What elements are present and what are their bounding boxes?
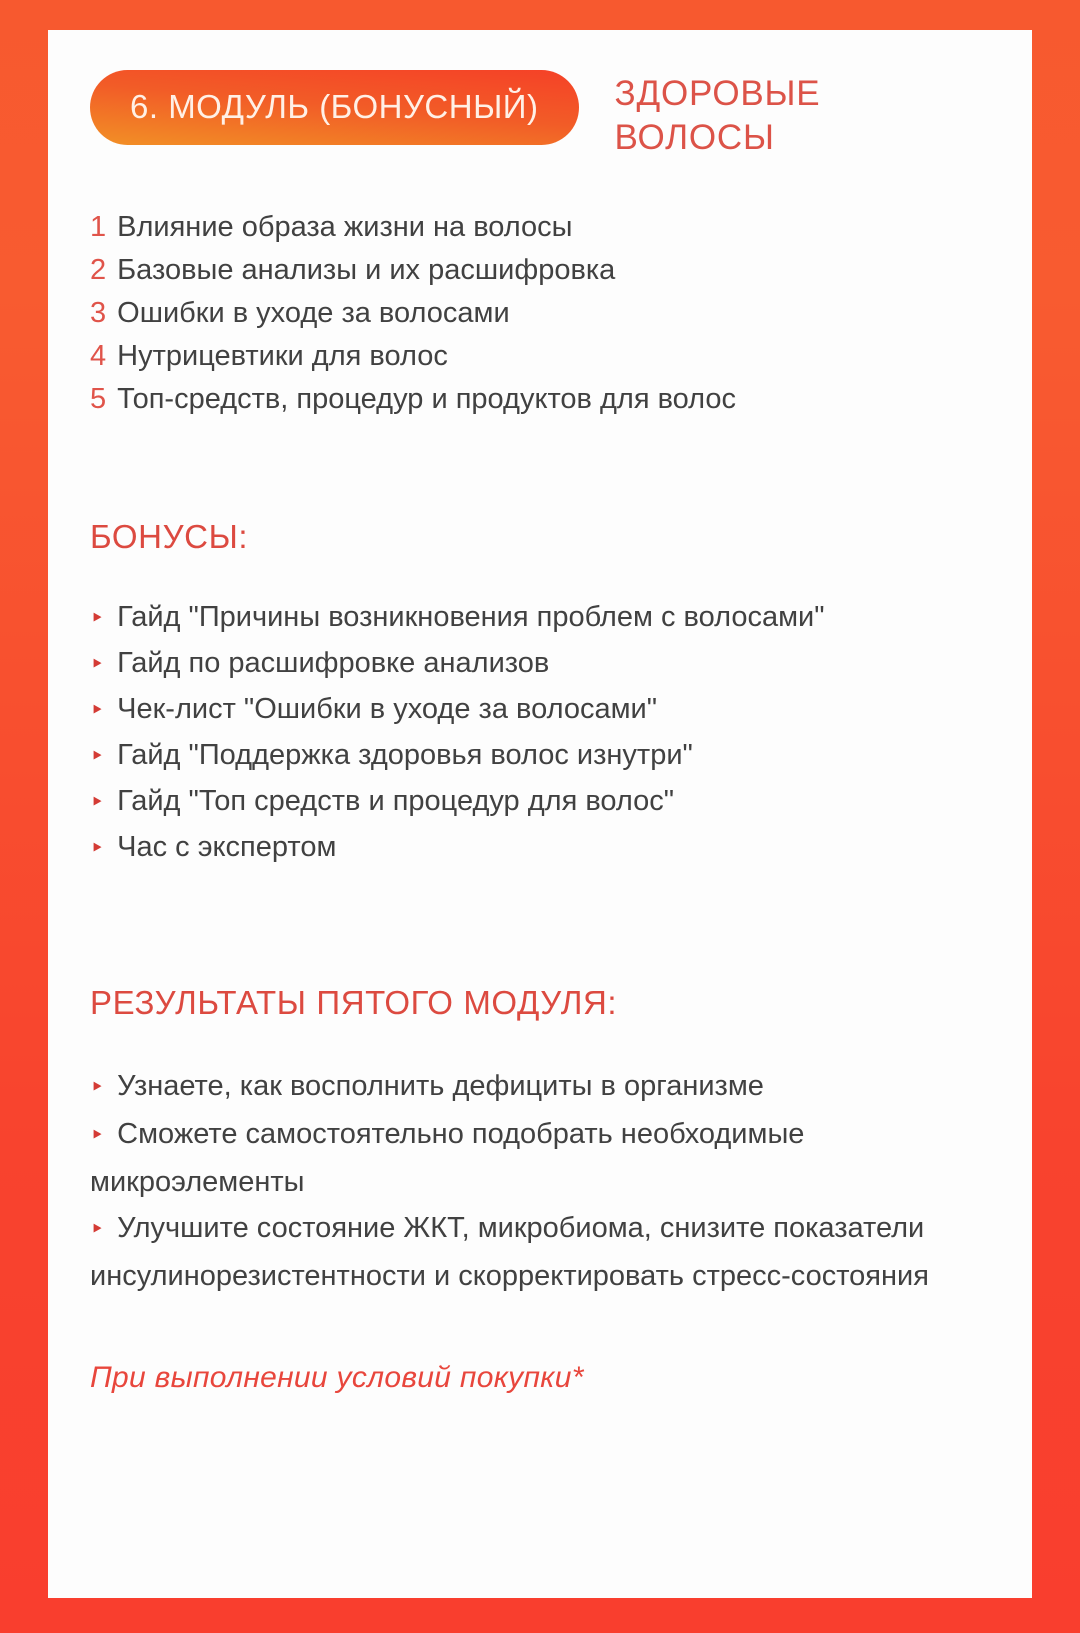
module-badge	[90, 70, 579, 145]
results-heading: РЕЗУЛЬТАТЫ ПЯТОГО МОДУЛЯ:	[90, 984, 618, 1021]
list-item	[90, 779, 988, 825]
list-item	[90, 733, 988, 779]
topic-number: 2	[90, 254, 107, 286]
bullet-triangle-icon: ‣	[90, 1074, 105, 1101]
topic-text: Базовые анализы и их расшифровка	[117, 254, 616, 286]
bullet-triangle-icon: ‣	[90, 651, 105, 678]
list-item	[90, 825, 988, 871]
bullet-triangle-icon: ‣	[90, 697, 105, 724]
bullet-triangle-icon: ‣	[90, 743, 105, 770]
list-item	[90, 378, 988, 421]
topic-text: Влияние образа жизни на волосы	[117, 211, 573, 243]
bonus-text: Гайд по расшифровке анализов	[117, 647, 550, 679]
topic-text: Топ-средств, процедур и продуктов для волос	[117, 383, 737, 415]
list-item	[90, 595, 988, 641]
list-item	[90, 641, 988, 687]
list-item	[90, 687, 988, 733]
list-item	[90, 1205, 988, 1299]
bonus-text: Гайд "Причины возникновения проблем с волосами"	[117, 601, 825, 633]
topic-number: 3	[90, 297, 107, 329]
content-card	[48, 30, 1032, 1598]
bullet-triangle-icon: ‣	[90, 789, 105, 816]
bullet-triangle-icon: ‣	[90, 1216, 105, 1243]
footnote: При выполнении условий покупки*	[90, 1361, 584, 1394]
module-badge-label: 6. МОДУЛЬ (БОНУСНЫЙ)	[130, 88, 539, 125]
topic-number: 5	[90, 383, 107, 415]
bonus-text: Гайд "Поддержка здоровья волос изнутри"	[117, 739, 693, 771]
page-title-line2: ВОЛОСЫ	[614, 118, 775, 157]
page-title-line1: ЗДОРОВЫЕ	[614, 74, 821, 113]
topic-text: Нутрицевтики для волос	[117, 340, 448, 372]
header	[90, 70, 988, 160]
result-text: Улучшите состояние ЖКТ, микробиома, снизите показатели инсулинорезистентности и скорректировать стресс-состояния	[90, 1212, 929, 1292]
result-text: Узнаете, как восполнить дефициты в организме	[117, 1070, 764, 1102]
topic-number: 1	[90, 211, 107, 243]
result-text: Сможете самостоятельно подобрать необходимые микроэлементы	[90, 1118, 805, 1198]
list-item	[90, 1063, 988, 1111]
list-item	[90, 335, 988, 378]
bonus-text: Чек-лист "Ошибки в уходе за волосами"	[117, 693, 658, 725]
module-topics-list	[90, 206, 988, 421]
bullet-triangle-icon: ‣	[90, 605, 105, 632]
list-item	[90, 292, 988, 335]
topic-text: Ошибки в уходе за волосами	[117, 297, 510, 329]
bonus-text: Гайд "Топ средств и процедур для волос"	[117, 785, 675, 817]
topic-number: 4	[90, 340, 107, 372]
page-title	[615, 72, 821, 160]
bonus-text: Час с экспертом	[117, 831, 337, 863]
bonuses-list	[90, 595, 988, 871]
bullet-triangle-icon: ‣	[90, 1122, 105, 1149]
bullet-triangle-icon: ‣	[90, 835, 105, 862]
list-item	[90, 1111, 988, 1205]
bonuses-heading: БОНУСЫ:	[90, 518, 249, 555]
list-item	[90, 249, 988, 292]
list-item	[90, 206, 988, 249]
results-list	[90, 1063, 988, 1299]
